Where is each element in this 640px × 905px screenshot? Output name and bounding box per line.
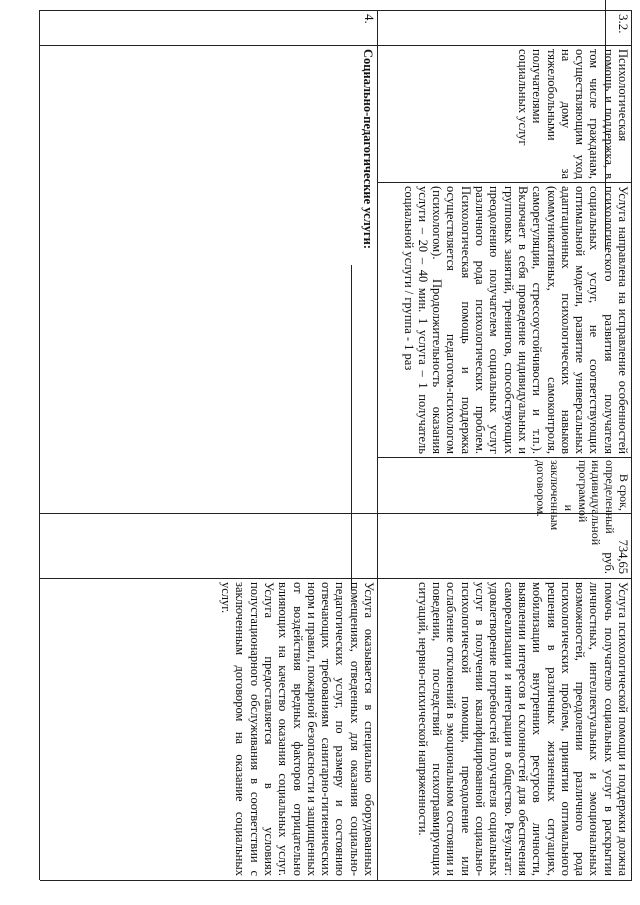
- col-divider-number: [40, 45, 632, 46]
- inner-divider: [351, 265, 352, 590]
- footer-rule: [605, 0, 606, 250]
- service-price: 734,65 руб.: [601, 539, 630, 574]
- service-term: В срок, определенный индивидуальной программой и заключенным договором.: [534, 460, 631, 546]
- col-divider-price: [40, 578, 632, 579]
- table-border-bottom: [39, 10, 40, 880]
- row-number: 3.2.: [616, 14, 631, 34]
- service-name: Психологическая помощь и поддержка, в том числе гражданам, осуществляющим уход на дому за тяжелобольными получателями социальных услуг: [515, 49, 630, 179]
- table-border-right: [40, 880, 632, 881]
- section-title: Социально-педагогические услуги:: [361, 49, 375, 250]
- table-border-left: [40, 10, 632, 11]
- section-number: 4.: [362, 14, 377, 24]
- section-result: Услуга оказывается в специально оборудованных помещениях, отведенных для оказания социально-педагогических услуг, по размеру и состоянию отвечающих требованиям санитарно-гигиенических норм и правил, пожарной безопасности и защищенных от воздействия вредных факторов отрицательно влияющих на качество оказания социальных услуг. Услуга предоставляется в условиях полустационарного обслуживания в соответствии с заключенным договором на оказание социальных услуг.: [219, 582, 376, 876]
- service-result: Услуга психологической помощи и поддержки должна помочь получателю социальных услуг в раскрытии личностных, интеллектуальных и эмоциональных возможностей, преодолении различного рода психологических проблем, принятии оптимального решения в различных жизненных ситуациях, мобилизации внутренних ресурсов личности, выявлении интересов и склонностей для обеспечения самореализации и интеграции в общество. Результат: удовлетворение потребностей получателя социальных услуг в получении квалифицированной социально-психологической помощи, преодоление или ослабление отклонений в эмоциональном состоянии и поведении, последствий психотравмирующих ситуаций, нервно-психической напряженности.: [415, 582, 630, 876]
- col-divider-description: [378, 457, 632, 458]
- col-divider-name: [378, 182, 632, 183]
- table-border-top: [631, 10, 632, 880]
- service-description: Услуга направлена на исправление особенностей психологического развития получателя социальных услуг, не соответствующих оптимальной модели, развитие универсальных адаптационных психологических навыков (коммуникативных, самоконтроля, саморегуляции, стрессоустойчивости и т.п.). Включает в себя проведение индивидуальных и групповых занятий, тренингов, способствующих преодолению получателем социальных услуг различного рода психологических проблем. Психологическая помощь и поддержка осуществляется педагогом-психологом (психологом). Продолжительность оказания услуги – 20 – 40 мин. 1 услуга – 1 получатель социальной услуги / группа - 1 раз: [401, 186, 630, 454]
- row-divider: [377, 10, 378, 880]
